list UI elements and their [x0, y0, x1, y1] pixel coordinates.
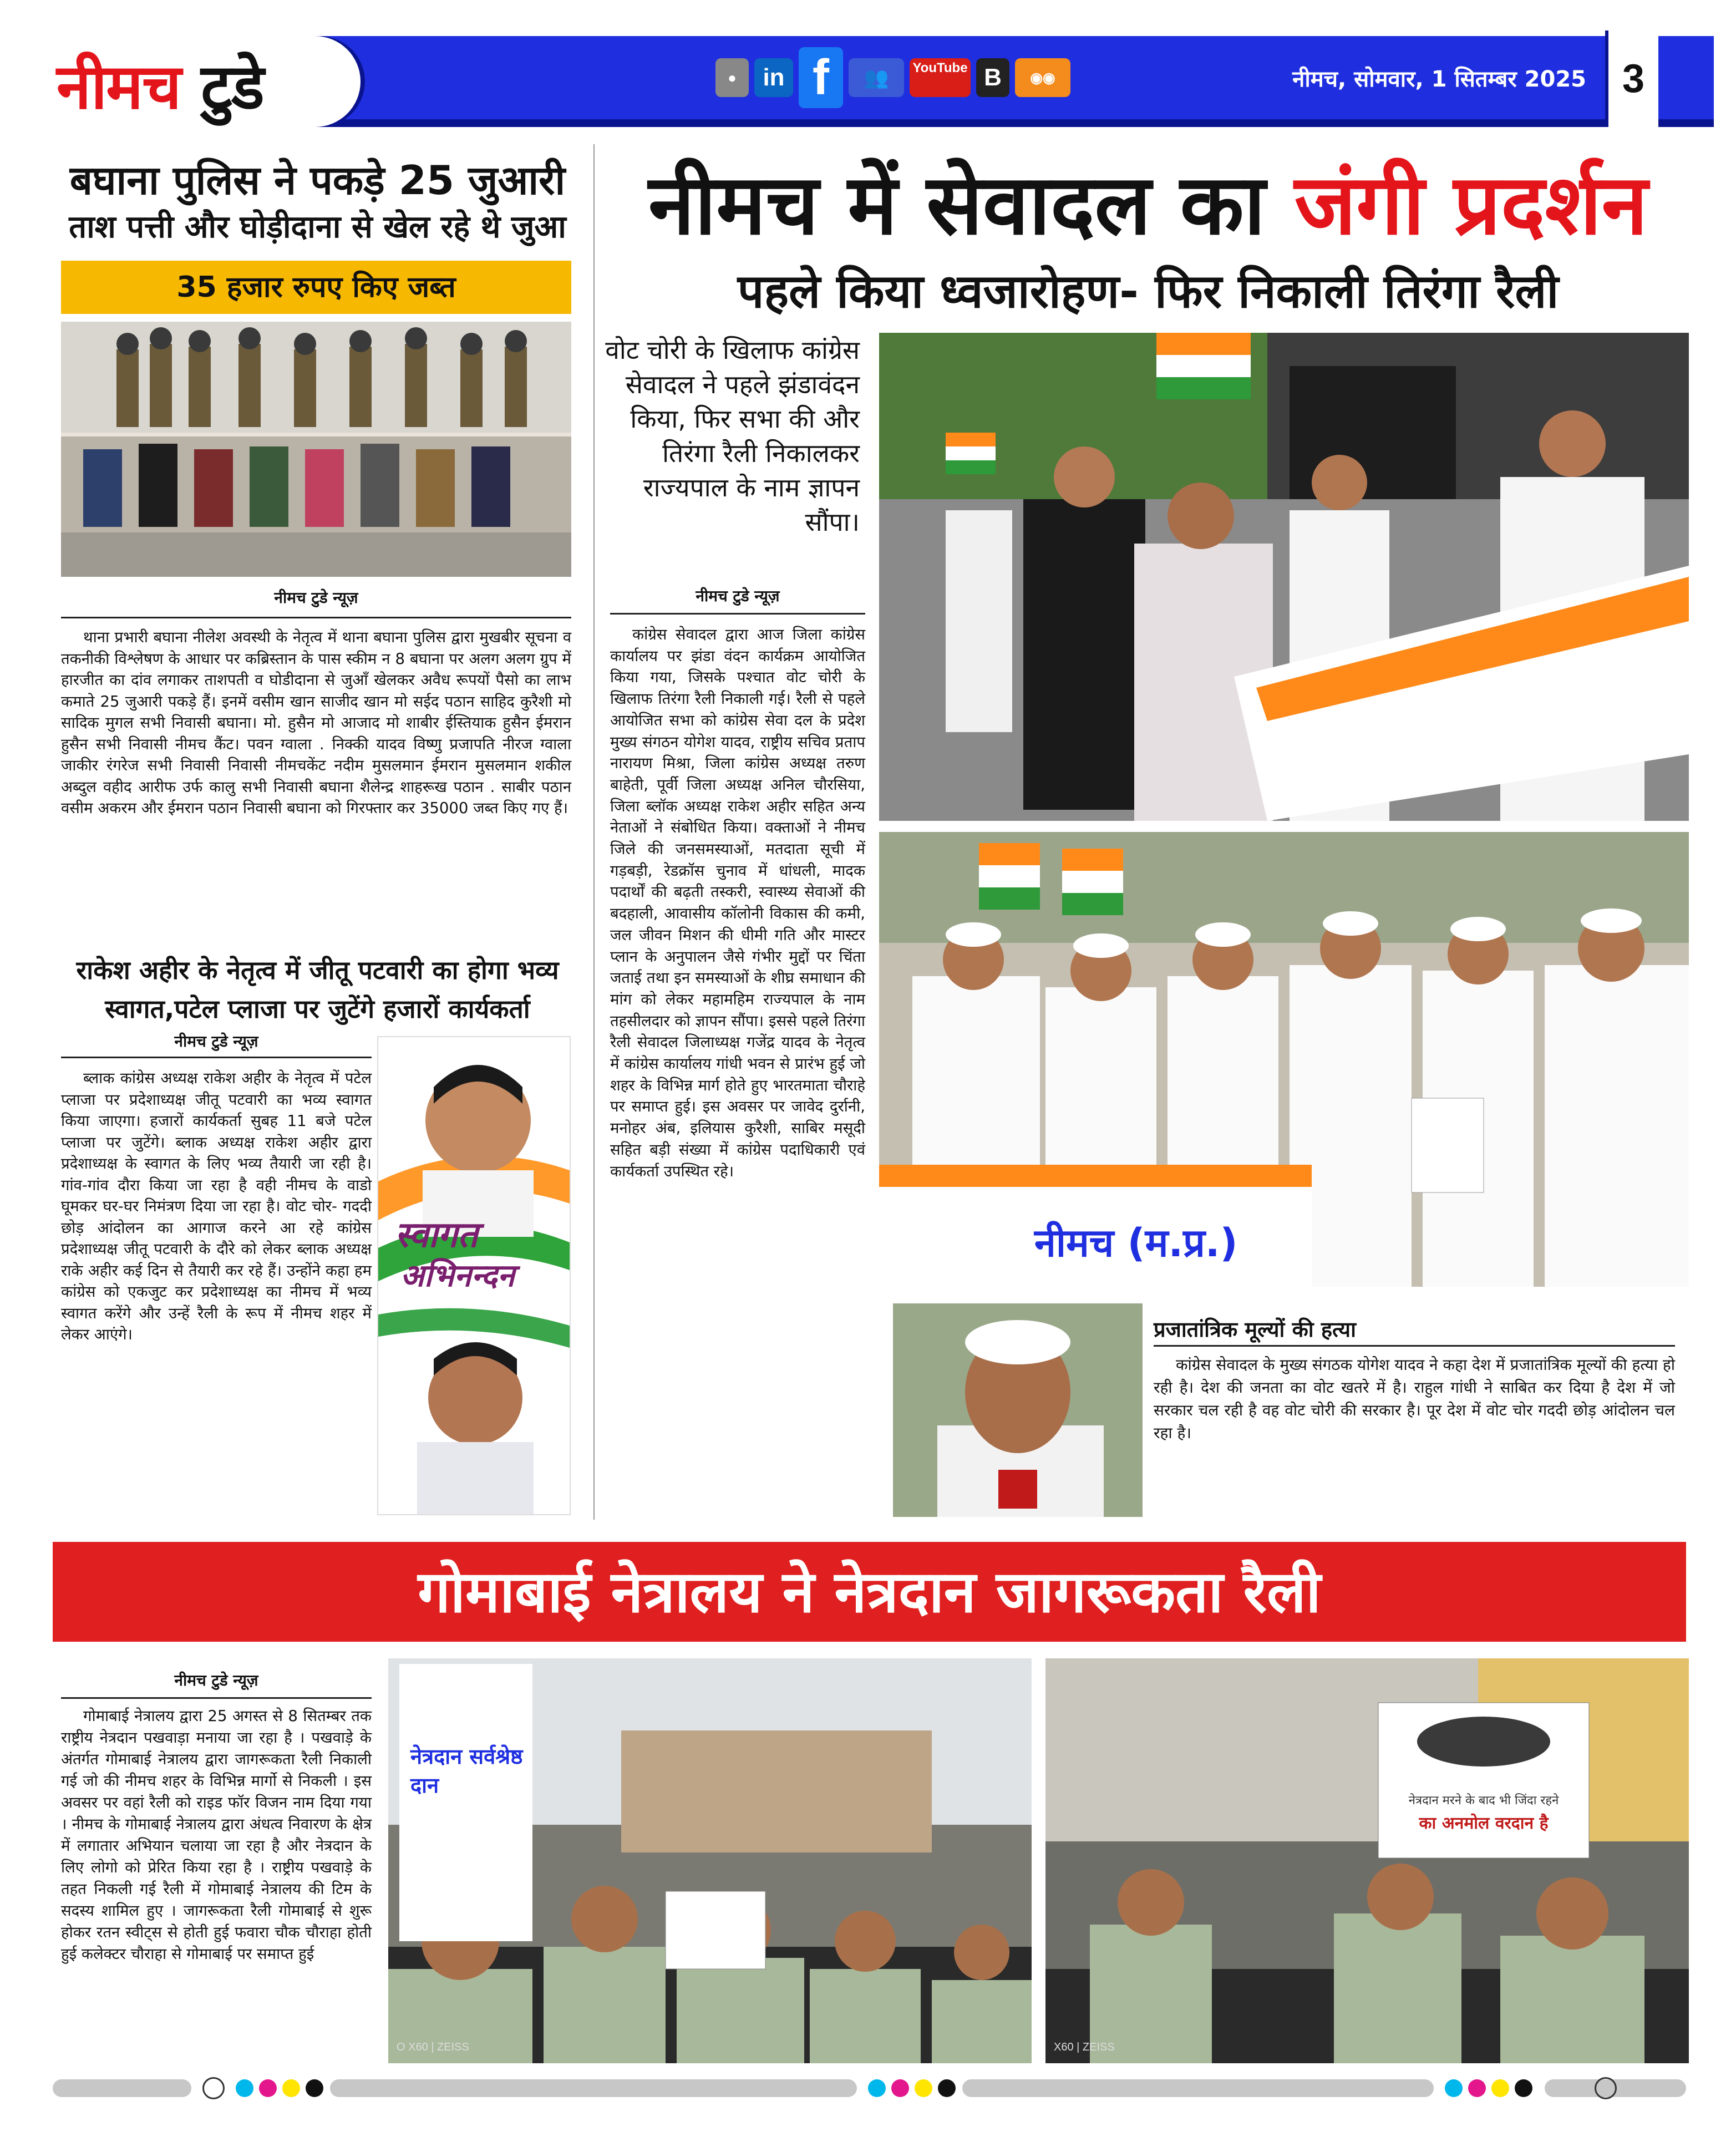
- left-body-2: ब्लाक कांग्रेस अध्यक्ष राकेश अहीर के नेतृत्व में पटेल प्लाजा पर प्रदेशाध्यक्ष जीतू पटवारी का भव्य स्वागत किया जाएगा। हजारों कार्यकर्ता सुबह 11 बजे पटेल प्लाजा पर जुटेंगे। ब्लाक अध्यक्ष राकेश अहीर द्वारा प्रदेशाध्यक्ष के स्वागत के लिए भव्य तैयारी जा रही है। गांव-गांव दौरा किया जा रहा है वही नीमच के वाडो घूमकर घर-घर निमंत्रण दिया जा रहा है। वोट चोर- गददी छोड़ आंदोलन का आगाज करने आ रहे कांग्रेस प्रदेशाध्यक्ष जीतू पटवारी के दौरे को लेकर ब्लाक अध्यक्ष राके अहीर कई दिन से तैयारी कर रहे हैं। उन्होंने कहा हम कांग्रेस को एकजुट कर प्रदेशाध्यक्ष का नीमच में भव्य स्वागत करेंगे और उन्हें रैली के रूप में नीमच शहर में लेकर आएंगे।: [61, 1069, 372, 1343]
- main-divider: [610, 613, 865, 615]
- main-headline: [605, 155, 1692, 255]
- bottom-divider: [61, 1697, 372, 1699]
- ad-greeting-text: अभिनन्दन: [400, 1257, 515, 1294]
- welcome-ad: [377, 1036, 571, 1515]
- left-highlight-box: 35 हजार रुपए किए जब्त: [61, 261, 571, 314]
- magenta-dot-2: [891, 2079, 909, 2097]
- left-headline-2: ताश पत्ती और घोड़ीदाना से खेल रहे थे जुआ: [69, 209, 566, 245]
- social-icons: [715, 47, 1082, 108]
- main-subhead: पहले किया ध्वजारोहण- फिर निकाली तिरंगा रैली: [737, 264, 1559, 318]
- yellow-dot-2: [915, 2079, 932, 2097]
- main-intro: वोट चोरी के खिलाफ कांग्रेस सेवादल ने पहले झंडावंदन किया, फिर सभा की और तिरंगा रैली निकालकर राज्यपाल के नाम ज्ञापन सौंपा।: [605, 335, 860, 537]
- memorandum-photo: [879, 832, 1689, 1287]
- group-icon[interactable]: 👥: [849, 58, 904, 97]
- box-title: प्रजातांत्रिक मूल्यों की हत्या: [1154, 1317, 1356, 1342]
- bottom-body: गोमाबाई नेत्रालय द्वारा 25 अगस्त से 8 सितम्बर तक राष्ट्रीय नेत्रदान पखवाड़ा मनाया जा रहा है । पखवाड़े के अंतर्गत गोमाबाई नेत्रालय द्वारा जागरूकता रैली निकाली गई जो की नीमच शहर के विभिन्न मार्गो से निकली । इस अवसर पर वहां रैली को राइड फॉर विजन नाम दिया गया । नीमच के गोमाबाई नेत्रालय द्वारा अंधत्व निवारण के क्षेत्र में लगातार अभियान चलाया जा रहा है और नेत्रदान के लिए लोगो को प्रेरित किया रहा है । राष्ट्रीय पखवाड़े के तहत निकली गई रैली में गोमाबाई नेत्रालय की टिम के सदस्य शामिल हुए । जागरूकता रैली गोमाबाई से शुरू होकर रतन स्वीट्स से होती हुई फवारा चौक चौराहा होती हुई कलेक्टर चौराहा से गोमाबाई पर समाप्त हुई: [61, 1707, 372, 1963]
- box-body: कांग्रेस सेवादल के मुख्य संगठक योगेश यादव ने कहा देश में प्रजातांत्रिक मूल्यों की हत्या हो रही है। देश की जनता का वोट खतरे में है। राहुल गांधी ने साबित कर दिया है देश में जो सरकार चल रही है वह वोट चोरी की सरकार है। पूर दे‍श में वोट चोर गददी छोड़ आंदोलन चल रहा है।: [1154, 1356, 1675, 1442]
- masthead: [50, 31, 1658, 130]
- cyan-dot-1: [236, 2079, 253, 2097]
- logo-red-text: नीमच: [57, 51, 181, 123]
- newspaper-logo[interactable]: [50, 36, 361, 127]
- registration-mark-2: [1595, 2077, 1617, 2099]
- dateline: नीमच, सोमवार, 1 सितम्बर 2025: [1292, 67, 1586, 92]
- bottom-banner: [53, 1542, 1686, 1642]
- eye-rally-photo-1: [388, 1658, 1032, 2063]
- black-dot-1: [306, 2079, 323, 2097]
- registration-mark-1: [202, 2077, 225, 2099]
- bottom-byline: नीमच टुडे न्यूज़: [174, 1671, 258, 1689]
- left-body-1: थाना प्रभारी बघाना नीलेश अवस्थी के नेतृत्व में थाना बघाना पुलिस द्वारा मुखबीर सूचना व तकनीकी विश्लेषण के आधार पर कब्रिस्तान के पास स्कीम न 8 बघाना पर अलग अलग ग्रुप में हारजीत का दांव लगाकर ताशपती व घोडीदाना से जुआँ खेलकर अवैध रूपयों पैसो का लाभ कमाते 25 जुआरी पकड़े हैं। इनमें वसीम खान साजीद खान मो सईद पठान साहिद कुरैशी मो सादिक मुगल सभी निवासी बघाना। मो. हुसैन मो आजाद मो शाबीर ईस्तियाक हुसैन ईमरान हुसैन सभी निवासी नीमच कैंट। पवन ग्वाला . निक्की यादव विष्णु प्रजापति नीरज ग्वाला जाकीर रंगरेज सभी निवासी निवासी नीमचकेंट नदीम मुसलमान ईमरान मुसलमान शकील अब्दुल वहीद आरीफ उर्फ कालु सभी निवासी बघाना शैलेन्द्र शाहरूख पठान . साबीर पठान वसीम अकरम और ईमरान पठान निवासी बघाना को गिरफ्तार कर 35000 जब्त किए गए हैं।: [61, 628, 571, 817]
- black-dot-3: [1515, 2079, 1532, 2097]
- police-group-photo: [61, 322, 571, 577]
- main-headline-black: नीमच में सेवादल का: [648, 157, 1266, 253]
- banner-text: नीमच (म.प्र.): [1034, 1220, 1238, 1266]
- left-byline-2: नीमच टुडे न्यूज़: [174, 1032, 258, 1050]
- yellow-dot-3: [1491, 2079, 1509, 2097]
- masthead-underline: [283, 119, 1714, 127]
- page-number: 3: [1605, 31, 1658, 127]
- left-headline-4: स्वागत,पटेल प्लाजा पर जुटेंगे हजारों कार्यकर्ता: [105, 994, 530, 1024]
- placard-2-line1: नेत्रदान मरने के बाद भी जिंदा रहने: [1408, 1794, 1559, 1808]
- box-divider: [1154, 1345, 1675, 1347]
- rss-icon[interactable]: ◉◉: [1015, 58, 1070, 97]
- registration-bar-1: [53, 2079, 191, 2097]
- magenta-dot-3: [1468, 2079, 1486, 2097]
- facebook-icon[interactable]: f: [799, 47, 843, 108]
- left-headline-1: बघाना पुलिस ने पकड़े 25 जुआरी: [69, 157, 566, 204]
- bottom-headline: गोमाबाई नेत्रालय ने नेत्रदान जागरूकता रैली: [418, 1558, 1321, 1626]
- rally-photo-1: [879, 333, 1689, 821]
- yellow-dot-1: [282, 2079, 300, 2097]
- cyan-dot-3: [1445, 2079, 1463, 2097]
- eye-rally-photo-2: [1045, 1658, 1689, 2063]
- column-rule-1: [593, 144, 595, 1520]
- logo-black-text: टुडे: [201, 51, 263, 123]
- registration-bar-2: [330, 2079, 857, 2097]
- left-divider-2: [61, 1057, 372, 1058]
- blogger-icon[interactable]: B: [976, 58, 1009, 97]
- cyan-dot-2: [868, 2079, 886, 2097]
- left-byline-1: नीमच टुडे न्यूज़: [274, 588, 358, 607]
- black-dot-2: [938, 2079, 956, 2097]
- print-registration-strip: [53, 2077, 1686, 2099]
- placard-2-line2: का अनमोल वरदान है: [1419, 1814, 1549, 1833]
- speaker-photo: [893, 1303, 1143, 1517]
- camera-watermark-1: O X60 | ZEISS: [397, 2041, 469, 2053]
- social-icon-misc[interactable]: ●: [715, 58, 749, 97]
- left-divider-1: [61, 617, 571, 618]
- registration-bar-3: [962, 2079, 1434, 2097]
- magenta-dot-1: [259, 2079, 277, 2097]
- main-byline: नीमच टुडे न्यूज़: [696, 587, 780, 605]
- main-headline-red: जंगी प्रदर्शन: [1294, 157, 1648, 253]
- placard-1: नेत्रदान सर्वश्रेष्ठ दान: [410, 1744, 523, 1798]
- linkedin-icon[interactable]: in: [754, 58, 793, 97]
- camera-watermark-2: X60 | ZEISS: [1054, 2041, 1115, 2053]
- ad-welcome-text: स्वागत: [395, 1214, 478, 1256]
- main-body: कांग्रेस सेवादल द्वारा आज जिला कांग्रेस कार्यालय पर झंडा वंदन कार्यक्रम आयोजित किया गया, जिसके पश्चात वोट चोरी के खिलाफ तिरंगा रैली निकाली गई। रैली से पहले आयोजित सभा को कांग्रेस सेवा दल के प्रदेश मुख्य संगठन योगेश यादव, राष्ट्रीय सचिव प्रताप नारायण मिश्रा, जिला कांग्रेस अध्यक्ष तरुण बाहेती, पूर्वी जिला अध्यक्ष अनिल चौरसिया, जिला ब्लॉक अध्यक्ष राकेश अहीर सहित अन्य नेताओं ने संबोधित किया। वक्ताओं ने नीमच जिले की जनसमस्याओं, मतदाता सूची में गड़बड़ी, रेडक्रॉस चुनाव में धांधली, मादक पदार्थों की बढ़ती तस्करी, स्वास्थ्य सेवाओं की बदहाली, आवासीय कॉलोनी विकास की कमी, जल जीवन मिशन की धीमी गति और मास्टर प्लान के अनुपालन जैसे गंभीर मुद्दों पर चिंता जताई तथा इन समस्याओं के शीघ्र समाधान की मांग को लेकर महामहिम राज्यपाल के नाम तहसीलदार को ज्ञापन सौंपा। इससे पहले तिरंगा रैली सेवादल जिलाध्यक्ष गजेंद्र यादव के नेतृत्व में कांग्रेस कार्यालय गांधी भवन से प्रारंभ हुई जो शहर के विभिन्न मार्ग होते हुए भारतमाता चौराहे पर समाप्त हुई। इस अवसर पर जावेद दुर्रानी, मनोहर अंब, इलियास कुरैशी, साबिर मसूदी सहित बड़ी संख्या में कांग्रेस पदाधिकारी एवं कार्यकर्ता उपस्थित रहे।: [610, 626, 865, 1180]
- left-headline-3: राकेश अहीर के नेतृत्व में जीतू पटवारी का होगा भव्य: [76, 955, 559, 985]
- youtube-icon[interactable]: YouTube: [910, 58, 971, 97]
